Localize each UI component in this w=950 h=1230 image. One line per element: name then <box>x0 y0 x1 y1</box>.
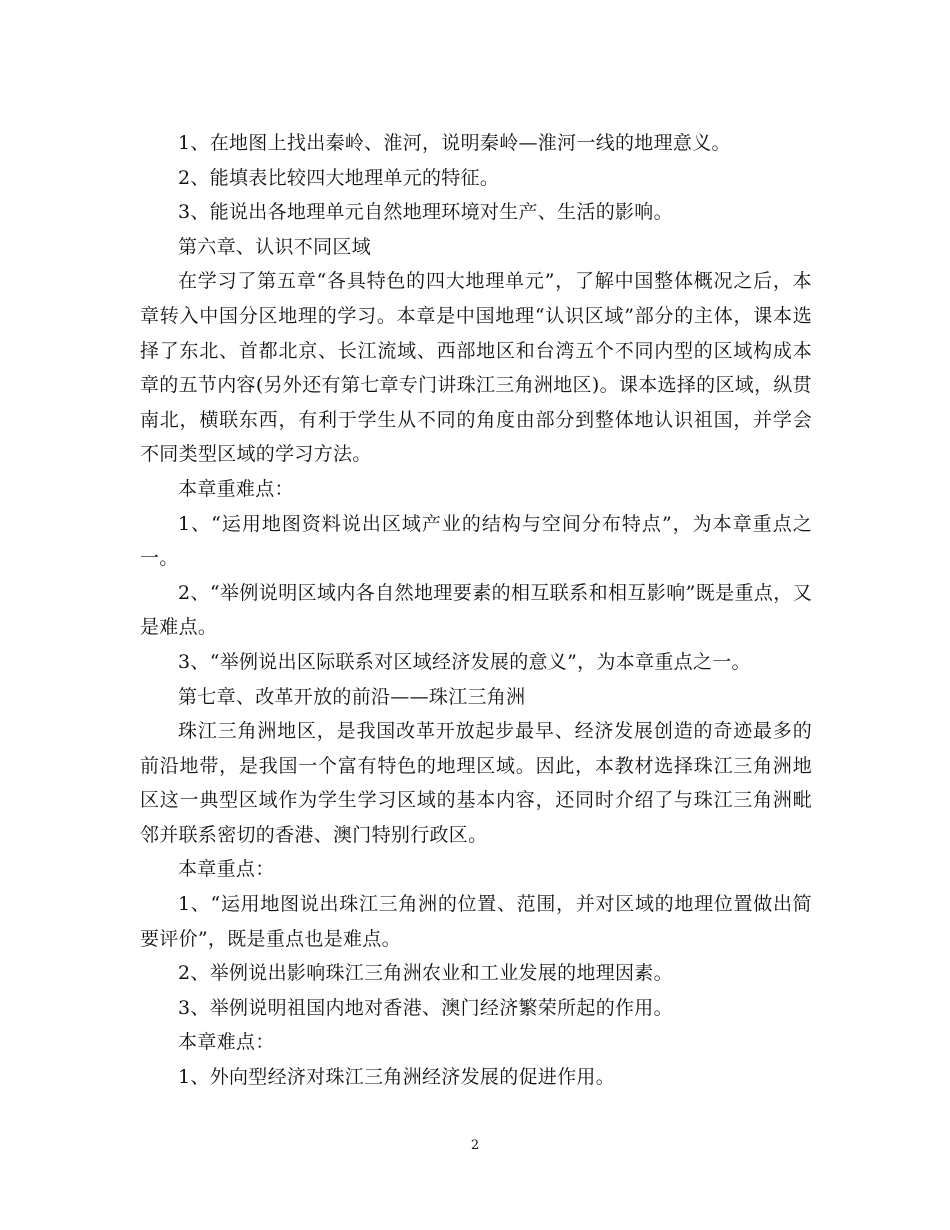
list-item: 1、“运用地图资料说出区域产业的结构与空间分布特点”，为本章重点之一。 <box>140 512 812 570</box>
document-body <box>140 126 812 1095</box>
list-item: 2、举例说出影响珠江三角洲农业和工业发展的地理因素。 <box>178 962 673 985</box>
chapter-heading: 第七章、改革开放的前沿——珠江三角洲 <box>178 685 526 708</box>
section-label: 本章重难点： <box>178 477 294 500</box>
list-item: 2、能填表比较四大地理单元的特征。 <box>178 166 500 189</box>
list-item: 1、在地图上找出秦岭、淮河，说明秦岭—淮河一线的地理意义。 <box>178 132 731 154</box>
body-paragraph: 在学习了第五章“各具特色的四大地理单元”，了解中国整体概况之后，本章转入中国分区地理的学习。本章是中国地理“认识区域”部分的主体，课本选择了东北、首都北京、长江流域、西部地区和台湾五个不同内型的区域构成本章的五节内容(另外还有第七章专门讲珠江三角洲地区)。课本选择的区域，纵贯南北，横联东西，有利于学生从不同的角度由部分到整体地认识祖国，并学会不同类型区域的学习方法。 <box>140 270 812 466</box>
page-number: 2 <box>470 1138 480 1153</box>
list-item: 3、能说出各地理单元自然地理环境对生产、生活的影响。 <box>178 201 673 224</box>
list-item: 3、“举例说出区际联系对区域经济发展的意义”，为本章重点之一。 <box>178 650 751 673</box>
list-item: 2、“举例说明区域内各自然地理要素的相互联系和相互影响”既是重点，又是难点。 <box>140 581 812 639</box>
list-item: 1、外向型经济对珠江三角洲经济发展的促进作用。 <box>178 1066 615 1089</box>
section-label: 本章重点： <box>178 858 275 881</box>
list-item: 1、“运用地图说出珠江三角洲的位置、范围，并对区域的地理位置做出简要评价”，既是重点也是难点。 <box>140 893 812 950</box>
section-label: 本章难点： <box>178 1031 275 1054</box>
list-item: 3、举例说明祖国内地对香港、澳门经济繁荣所起的作用。 <box>178 996 673 1019</box>
body-paragraph: 珠江三角洲地区，是我国改革开放起步最早、经济发展创造的奇迹最多的前沿地带，是我国一个富有特色的地理区域。因此，本教材选择珠江三角洲地区这一典型区域作为学生学习区域的基本内容，还同时介绍了与珠江三角洲毗邻并联系密切的香港、澳门特别行政区。 <box>140 720 812 846</box>
chapter-heading: 第六章、认识不同区域 <box>178 235 372 258</box>
